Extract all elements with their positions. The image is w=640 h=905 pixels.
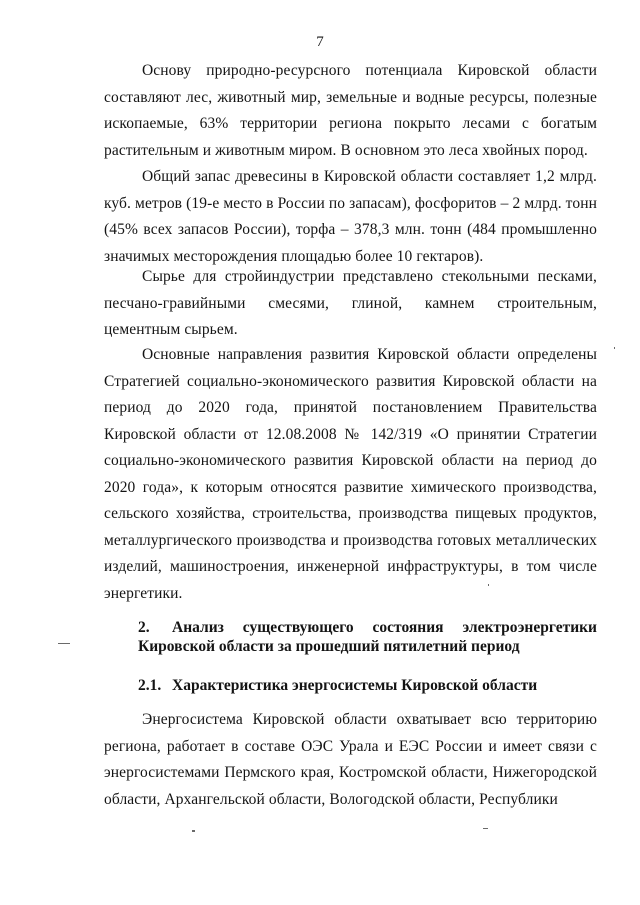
scan-mark <box>483 828 488 829</box>
section-heading-text: Анализ существующего состояния электроэнергетики Кировской области за прошедший пятилетний период <box>138 619 597 655</box>
paragraph-energy-system: Энергосистема Кировской области охватывает всю территорию региона, работает в составе ОЭС Урала и ЕЭС России и имеет связи с энергосистемами Пермского края, Костромской области, Нижегородской области, Архангельской области, Вологодской области, Республики <box>104 711 597 808</box>
section-heading <box>138 618 597 656</box>
paragraph-natural-resources: Основу природно-ресурсного потенциала Кировской области составляют лес, животный мир, земельные и водные ресурсы, полезные ископаемые, 63% территории региона покрыто лесами с богатым растительным и животным миром. В основном это леса хвойных пород. <box>104 62 597 159</box>
subsection-heading-text: Характеристика энергосистемы Кировской области <box>172 677 538 694</box>
paragraph-development-directions: Основные направления развития Кировской области определены Стратегией социально-экономического развития Кировской области на период до 2020 года, принятой постановлением Правительства Кировской области от 12.08.2008 № 142/319 «О принятии Стратегии социально-экономического развития Кировской области на период до 2020 года», к которым относятся развитие химического производства, сельского хозяйства, строительства, производства пищевых продуктов, металлургического производства и производства готовых металлических изделий, машиностроения, инженерной инфраструктуры, в том числе энергетики. <box>104 346 597 602</box>
scan-mark <box>488 584 489 586</box>
scan-mark <box>614 347 615 349</box>
page-number: 7 <box>316 34 324 50</box>
subsection-heading <box>138 676 597 695</box>
scan-mark <box>192 830 195 832</box>
paragraph-construction-materials: Сырье для стройиндустрии представлено стекольными песками, песчано-гравийными смесями, глиной, камнем строительным, цементным сырьем. <box>104 268 597 338</box>
subsection-heading-number: 2.1. <box>138 677 162 694</box>
scan-mark <box>58 643 70 644</box>
paragraph-resource-reserves: Общий запас древесины в Кировской области составляет 1,2 млрд. куб. метров (19-е место в России по запасам), фосфоритов – 2 млрд. тонн (45% всех запасов России), торфа – 378,3 млн. тонн (484 промышленно значимых месторождения площадью более 10 гектаров). <box>104 168 597 265</box>
section-heading-number: 2. <box>138 619 150 636</box>
